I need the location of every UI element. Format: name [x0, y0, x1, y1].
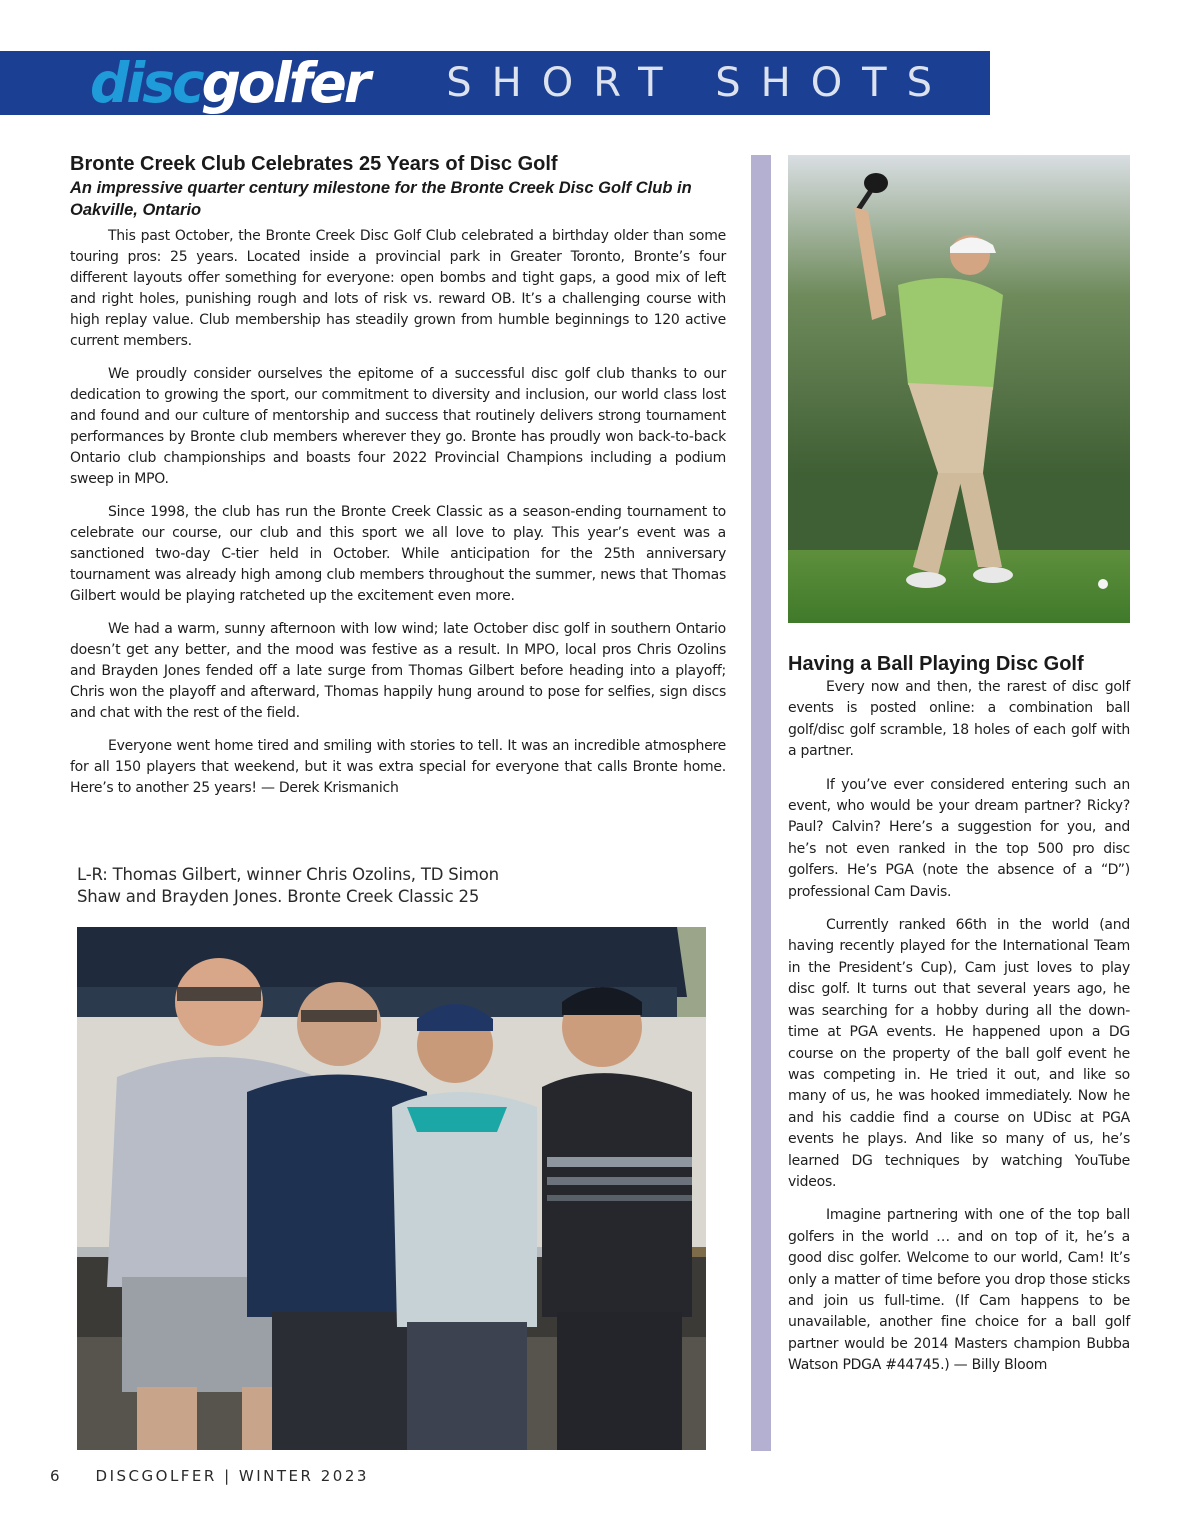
column-divider [751, 155, 771, 1451]
article-headline: Having a Ball Playing Disc Golf [788, 653, 1084, 675]
article-paragraph: We proudly consider ourselves the epitome of a successful disc golf club thanks to our dedication to growing the sport, our commitment to diversity and inclusion, our world class lost and found and our culture of mentorship and success that routinely delivers strong tournament performances by Bronte club members wherever they go. Bronte has proudly won back-to-back Ontario club championships and boasts four 2022 Provincial Champions including a podium sweep in MPO. [70, 366, 726, 487]
article-having-a-ball [788, 651, 1130, 1389]
logo-disc-text: disc [90, 51, 202, 115]
page-footer [50, 1465, 369, 1487]
article-headline: Bronte Creek Club Celebrates 25 Years of Disc Golf [70, 153, 558, 175]
discgolfer-logo [90, 53, 368, 113]
team-photo [77, 927, 706, 1450]
article-paragraph: Imagine partnering with one of the top ball golfers in the world … and on top of it, he’s a good disc golfer. Welcome to our world, Cam! It’s only a matter of time before you drop those sticks and join us full-time. (If Cam happens to be unavailable, another fine choice for a ball golf partner would be 2014 Masters champion Bubba Watson PDGA #44745.) — Billy Bloom [788, 1207, 1130, 1374]
article-paragraph: Every now and then, the rarest of disc golf events is posted online: a combination ball golf/disc golf scramble, 18 holes of each golf with a partner. [788, 679, 1130, 760]
article-paragraph: Since 1998, the club has run the Bronte Creek Classic as a season-ending tournament to celebrate our course, our club and this sport we all love to play. This year’s event was a sanctioned two-day C-tier held in October. While anticipation for the 25th anniversary tournament was already high among club members throughout the summer, news that Thomas Gilbert would be playing ratcheted up the excitement even more. [70, 504, 726, 604]
issue-label: DISCGOLFER | WINTER 2023 [95, 1467, 369, 1485]
article-bronte-creek [70, 152, 726, 811]
photo-caption: L-R: Thomas Gilbert, winner Chris Ozolins, TD Simon Shaw and Brayden Jones. Bronte Creek Classic 25 [77, 865, 499, 906]
section-title: SHORT SHOTS [446, 60, 952, 106]
article-paragraph: This past October, the Bronte Creek Disc Golf Club celebrated a birthday older than some touring pros: 25 years. Located inside a provincial park in Greater Toronto, Bronte’s four different layouts offer something for everyone: open bombs and tight gaps, a good mix of left and right holes, punishing rough and lots of risk vs. reward OB. It’s a challenging course with high replay value. Club membership has steadily grown from humble beginnings to 120 active current members. [70, 228, 726, 349]
article-paragraph: Currently ranked 66th in the world (and having recently played for the International Team in the President’s Cup), Cam just loves to play disc golf. It turns out that several years ago, he was searching for a hobby during all the down-time at PGA events. He happened upon a DG course on the property of the ball golf event he was competing in. He tried it out, and like so many of us, he was hooked immediately. Now he and his caddie find a course on UDisc at PGA events he plays. And like so many of us, he’s learned DG techniques by watching YouTube videos. [788, 917, 1130, 1190]
article-paragraph: Everyone went home tired and smiling with stories to tell. It was an incredible atmosphere for all 150 players that weekend, but it was extra special for everyone that calls Bronte home. Here’s to another 25 years! — Derek Krismanich [70, 738, 726, 796]
golfer-photo [788, 155, 1130, 623]
article-paragraph: If you’ve ever considered entering such an event, who would be your dream partner? Ricky? Paul? Calvin? Here’s a suggestion for you, and he’s not even ranked in the top 500 pro disc golfers. He’s PGA (note the absence of a “D”) professional Cam Davis. [788, 776, 1130, 900]
article-deck: An impressive quarter century milestone for the Bronte Creek Disc Golf Club in Oakville, Ontario [70, 179, 692, 219]
logo-golfer-text: golfer [201, 51, 368, 115]
header-banner [0, 51, 990, 115]
page-number: 6 [50, 1467, 60, 1485]
article-paragraph: We had a warm, sunny afternoon with low wind; late October disc golf in southern Ontario doesn’t get any better, and the mood was festive as a result. In MPO, local pros Chris Ozolins and Brayden Jones fended off a late surge from Thomas Gilbert before heading into a playoff; Chris won the playoff and afterward, Thomas happily hung around to pose for selfies, sign discs and chat with the rest of the field. [70, 621, 726, 721]
